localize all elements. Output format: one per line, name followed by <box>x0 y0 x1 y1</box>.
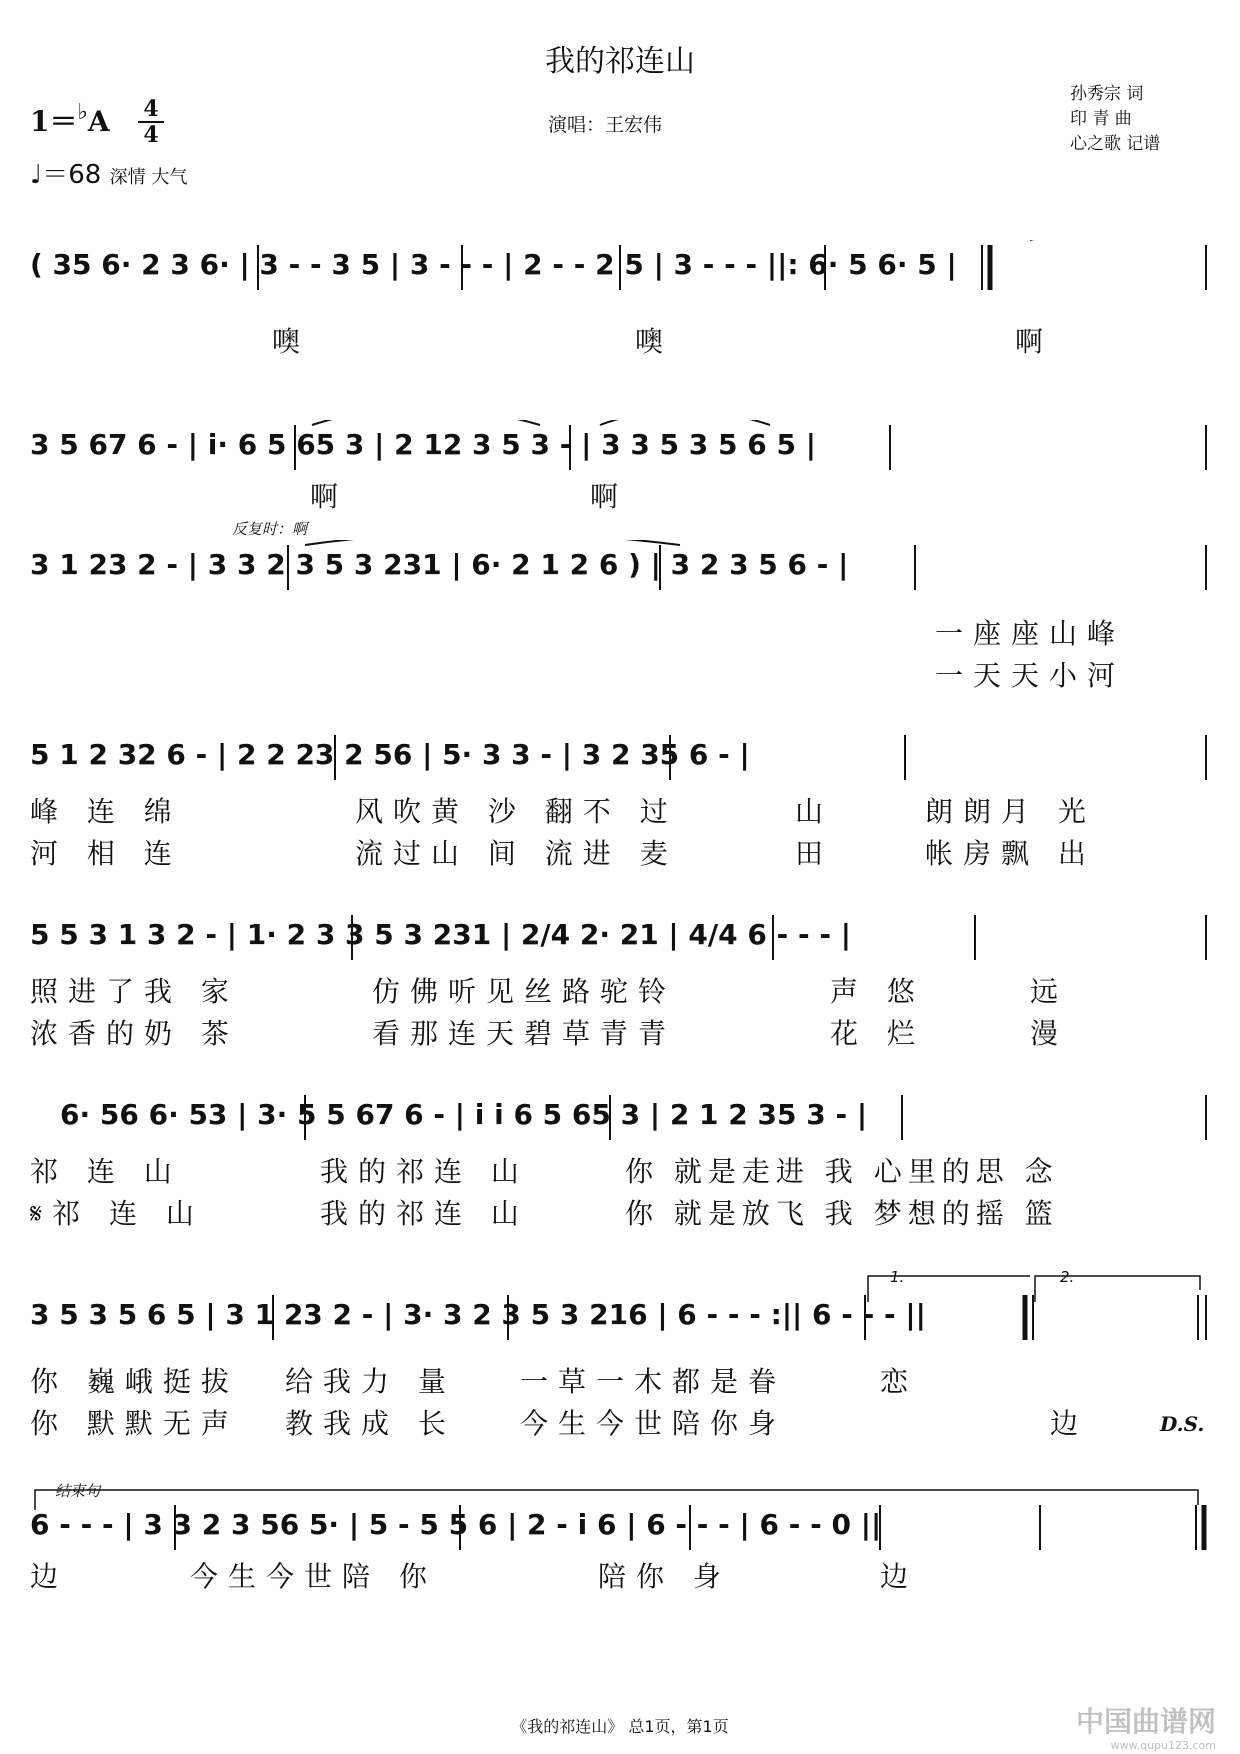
score-system-7 <box>0 1268 1240 1440</box>
notation-line-6: 6· 56 6· 53 | 3· 5 5 67 6 - | i i 6 5 65 3 | 2 1 2 35 3 - | <box>60 1098 868 1131</box>
expression-marking: 深情 大气 <box>109 167 188 188</box>
lyric-4-1a: 峰 连 绵 <box>30 795 182 828</box>
lyric-6-2b: 我的祁连 山 <box>320 1197 529 1230</box>
score-system-5 <box>0 910 1240 1050</box>
watermark-logo: 中国曲谱网 <box>1075 1705 1216 1738</box>
key-prefix: 1＝ <box>30 105 78 138</box>
singer-credit: 演唱：王宏伟 <box>548 114 663 136</box>
lyric-5-2d: 漫 <box>1030 1017 1069 1050</box>
lyric-5-1b: 仿佛听见丝路驼铃 <box>372 975 677 1008</box>
lyric-3-2: 一天天小河 <box>935 659 1126 692</box>
notation-line-4: 5 1 2 32 6 - | 2 2 23 2 56 | 5· 3 3 - | 3 2 35 6 - | <box>30 738 750 771</box>
lyric-5-1c: 声 悠 <box>830 975 925 1008</box>
lyric-4-2d: 帐房飘 出 <box>925 837 1096 870</box>
lyric-8-1c: 陪你 身 <box>598 1560 731 1593</box>
lyric-3-1: 一座座山峰 <box>935 617 1126 650</box>
flat-symbol: ♭ <box>77 100 88 125</box>
lyric-2-2: 啊 <box>590 480 629 513</box>
lyricist-credit: 孙秀宗 词 <box>1070 84 1144 104</box>
key-signature <box>30 100 110 140</box>
lyric-5-2a: 浓香的奶 茶 <box>30 1017 239 1050</box>
volta-2-label: 2. <box>1060 1268 1075 1286</box>
lyric-7-1b: 给我力 量 <box>285 1365 456 1398</box>
lyric-5-2c: 花 烂 <box>830 1017 925 1050</box>
lyric-7-2d: 边 <box>1050 1407 1089 1440</box>
lyric-4-1b: 风吹黄 沙 翻不 过 <box>355 795 678 828</box>
lyric-7-1c: 一草一木都是眷 <box>520 1365 787 1398</box>
notation-line-8: 6 - - - | 3 3 2 3 56 5· | 5 - 5 5 6 | 2 - i 6 | 6 - - - | 6 - - 0 || <box>30 1508 882 1541</box>
score-system-2 <box>0 420 1240 540</box>
page-footer: 《我的祁连山》 总1页，第1页 <box>511 1717 729 1736</box>
volta-1-label: 1. <box>890 1268 905 1286</box>
time-signature <box>138 98 164 146</box>
lyric-8-1d: 边 <box>880 1560 919 1593</box>
credits-block <box>1070 82 1160 157</box>
tempo-marking <box>30 154 187 191</box>
score-system-1 <box>0 240 1240 360</box>
lyric-4-1c: 山 <box>795 795 834 828</box>
notation-line-7: 3 5 3 5 6 5 | 3 1 23 2 - | 3· 3 2 3 5 3 216 | 6 - - - :|| 6 - - - || <box>30 1298 926 1331</box>
lyric-7-1d: 恋 <box>880 1365 919 1398</box>
lyric-1-2: 噢 <box>635 325 674 358</box>
lyric-5-2b: 看那连天碧草青青 <box>372 1017 677 1050</box>
lyric-4-2c: 田 <box>795 837 834 870</box>
lyric-1-1: 噢 <box>272 325 311 358</box>
lyric-1-3: 啊 <box>1015 325 1054 358</box>
watermark-url: www.qupu123.com <box>1110 1739 1216 1752</box>
lyric-4-1d: 朗朗月 光 <box>925 795 1096 828</box>
lyric-8-1a: 边 <box>30 1560 69 1593</box>
time-sig-top: 4 <box>143 96 159 122</box>
lyric-4-2a: 河 相 连 <box>30 837 182 870</box>
lyric-7-1a: 你 巍峨挺拔 <box>30 1365 239 1398</box>
lyric-6-1c: 你 就是走进 我 心里的思 念 <box>625 1155 1059 1188</box>
dal-segno-marking: D.S. <box>1160 1412 1205 1436</box>
composer-credit: 印 青 曲 <box>1070 109 1132 129</box>
repeat-annotation: 反复时：啊 <box>232 520 308 538</box>
notation-line-3: 3 1 23 2 - | 3 3 2 3 5 3 231 | 6· 2 1 2 6 ) | 3 2 3 5 6 - | <box>30 548 849 581</box>
notation-line-5: 5 5 3 1 3 2 - | 1· 2 3 3 5 3 231 | 2/4 2· 21 | 4/4 6 - - - | <box>30 918 851 951</box>
lyric-7-2b: 教我成 长 <box>285 1407 456 1440</box>
lyric-8-1b: 今生今世陪 你 <box>190 1560 437 1593</box>
coda-label: 结束句 <box>55 1482 101 1500</box>
score-system-3 <box>0 520 1240 700</box>
notation-line-2: 3 5 67 6 - | i· 6 5 65 3 | 2 12 3 5 3 - | 3 3 5 3 5 6 5 | <box>30 428 816 461</box>
lyric-6-1a: 祁 连 山 <box>30 1155 182 1188</box>
lyric-6-2c: 你 就是放飞 我 梦想的摇 篮 <box>625 1197 1059 1230</box>
page-title: 我的祁连山 <box>545 44 695 79</box>
lyric-6-1b: 我的祁连 山 <box>320 1155 529 1188</box>
lyric-7-2c: 今生今世陪你身 <box>520 1407 787 1440</box>
score-system-4 <box>0 730 1240 870</box>
lyric-7-2a: 你 默默无声 <box>30 1407 239 1440</box>
tempo-value: ♩＝68 <box>30 160 102 190</box>
lyric-2-1: 啊 <box>310 480 349 513</box>
key-note: A <box>87 105 110 138</box>
lyric-5-1a: 照进了我 家 <box>30 975 239 1008</box>
lyric-4-2b: 流过山 间 流进 麦 <box>355 837 678 870</box>
transcriber-credit: 心之歌 记谱 <box>1070 134 1161 154</box>
notation-line-1: ( 35 6· 2 3 6· | 3 - - 3 5 | 3 - - - | 2 - - 2 5 | 3 - - - ||: 6· 5 6· 5 | <box>30 248 957 281</box>
time-sig-bottom: 4 <box>143 122 159 148</box>
lyric-5-1d: 远 <box>1030 975 1069 1008</box>
score-system-8 <box>0 1482 1240 1620</box>
score-system-6 <box>0 1090 1240 1230</box>
lyric-6-2a: 𝄋祁 连 山 <box>30 1197 204 1230</box>
